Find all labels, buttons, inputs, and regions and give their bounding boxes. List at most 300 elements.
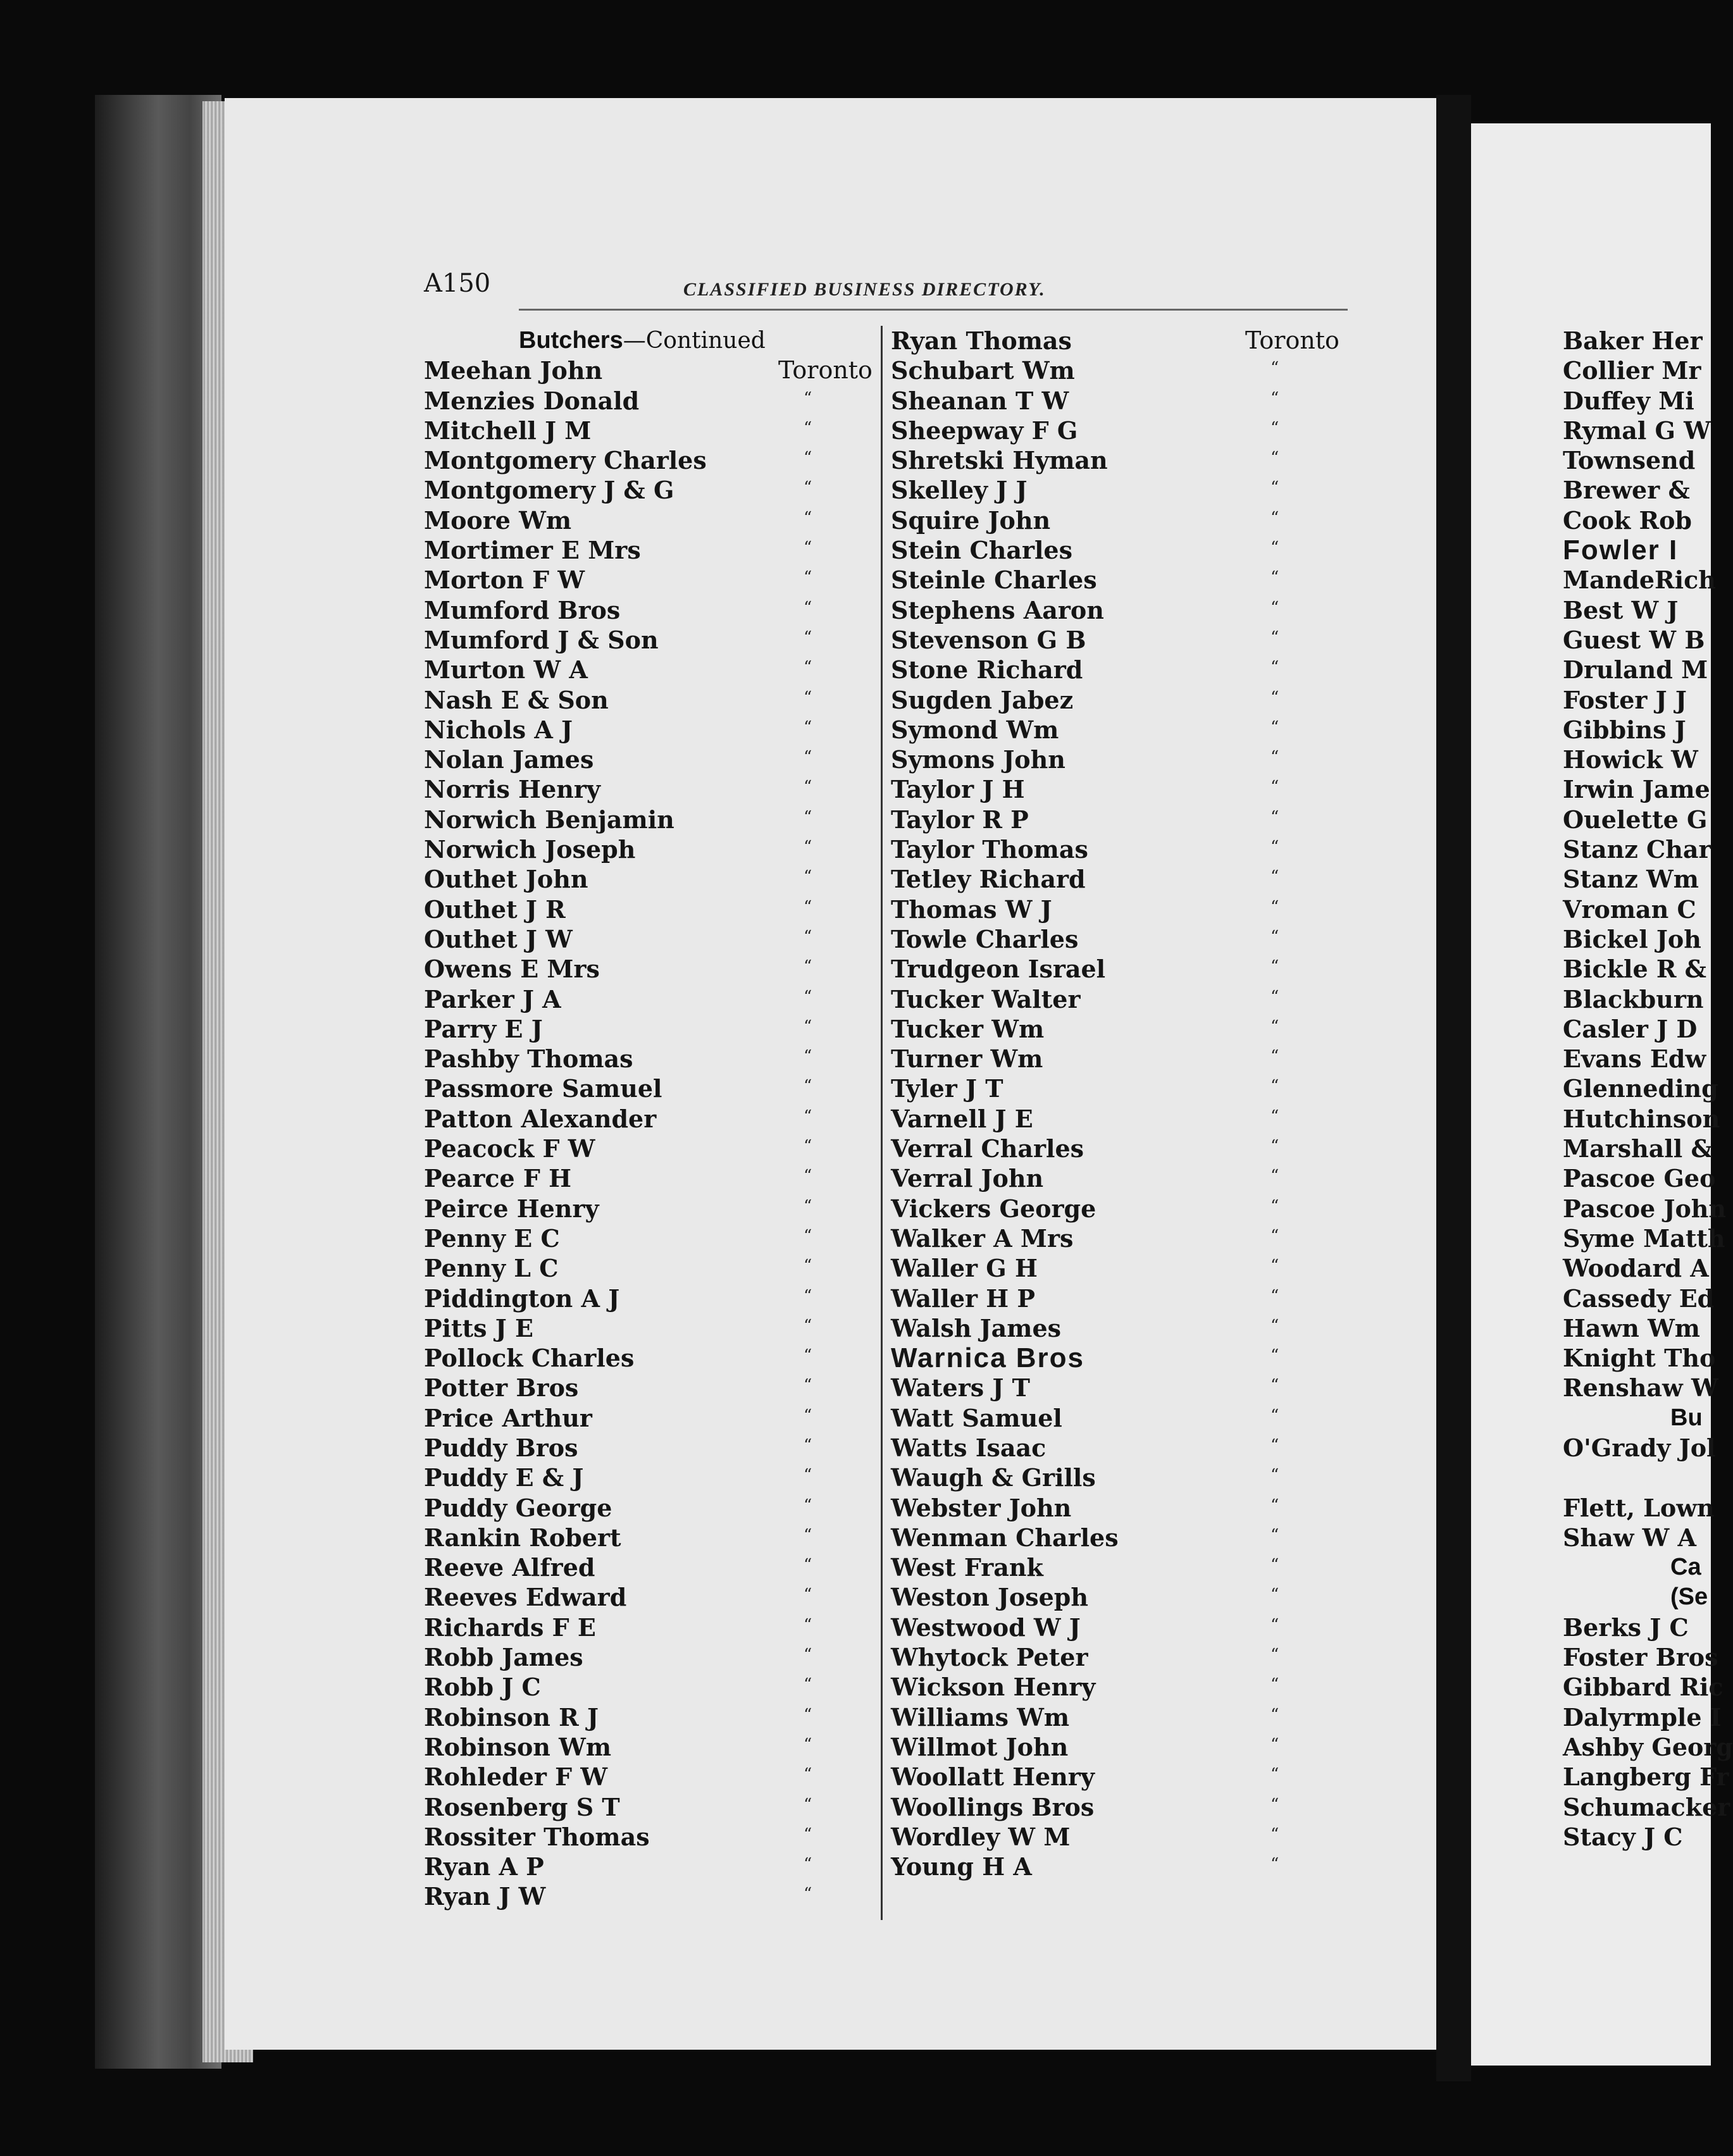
directory-entry bbox=[1563, 595, 1711, 625]
entry-name: Reeves Edward bbox=[424, 1583, 627, 1612]
directory-entry bbox=[399, 1523, 879, 1552]
ditto-mark: “ bbox=[804, 1256, 812, 1276]
ditto-mark: “ bbox=[1270, 1376, 1279, 1396]
entry-name: Peirce Henry bbox=[424, 1194, 599, 1223]
ditto-mark: “ bbox=[804, 748, 812, 767]
entry-name: Puddy George bbox=[424, 1493, 612, 1522]
entry-name: Rosenberg S T bbox=[424, 1792, 620, 1821]
entry-name: Price Arthur bbox=[424, 1403, 592, 1432]
entry-name: Pearce F H bbox=[424, 1164, 572, 1193]
directory-entry bbox=[1563, 1134, 1711, 1163]
entry-name: Verral Charles bbox=[891, 1134, 1084, 1163]
entry-name: Patton Alexander bbox=[424, 1104, 657, 1133]
ditto-mark: “ bbox=[1270, 1316, 1279, 1335]
entry-name: Mortimer E Mrs bbox=[424, 536, 641, 565]
directory-entry bbox=[885, 475, 1359, 505]
entry-name: Williams Wm bbox=[891, 1702, 1070, 1732]
entry-name: Nichols A J bbox=[424, 715, 573, 744]
entry-name: Sheepway F G bbox=[891, 416, 1078, 445]
directory-entry bbox=[1563, 535, 1711, 565]
ditto-mark: “ bbox=[1270, 538, 1279, 558]
entry-name: Wenman Charles bbox=[891, 1523, 1119, 1552]
entry-name: Pitts J E bbox=[424, 1313, 533, 1342]
directory-entry bbox=[399, 745, 879, 774]
ditto-mark: “ bbox=[1270, 568, 1279, 588]
directory-entry bbox=[399, 984, 879, 1014]
ditto-mark: “ bbox=[1270, 1645, 1279, 1665]
entry-name: Hutchinson bbox=[1563, 1104, 1720, 1133]
directory-entry bbox=[1563, 1074, 1718, 1103]
directory-entry bbox=[1563, 1493, 1715, 1523]
directory-entry bbox=[885, 1463, 1359, 1492]
ditto-mark: “ bbox=[1270, 867, 1279, 887]
entry-name: Brewer & bbox=[1563, 476, 1690, 505]
entry-name: Renshaw W bbox=[1563, 1373, 1718, 1403]
directory-entry bbox=[399, 1194, 879, 1224]
directory-entry bbox=[1563, 984, 1711, 1014]
directory-entry bbox=[399, 356, 879, 385]
ditto-mark: “ bbox=[804, 987, 812, 1007]
directory-entry bbox=[885, 1493, 1359, 1523]
entry-name: Webster John bbox=[891, 1493, 1072, 1522]
ditto-mark: “ bbox=[804, 1406, 812, 1425]
ditto-mark: “ bbox=[1270, 1466, 1279, 1485]
entry-name: Potter Bros bbox=[424, 1373, 579, 1403]
directory-entry bbox=[885, 1343, 1359, 1373]
directory-entry bbox=[885, 1792, 1359, 1822]
ditto-mark: “ bbox=[1270, 1256, 1279, 1276]
ditto-mark: “ bbox=[1270, 1106, 1279, 1126]
entry-name: Woollings Bros bbox=[891, 1792, 1095, 1821]
directory-entry bbox=[1563, 625, 1711, 655]
entry-name: Waller H P bbox=[891, 1284, 1035, 1313]
entry-name: Woodard A bbox=[1563, 1254, 1709, 1283]
entry-name: Pollock Charles bbox=[424, 1344, 635, 1373]
directory-entry bbox=[1563, 1104, 1720, 1134]
ditto-mark: “ bbox=[804, 1615, 812, 1635]
directory-entry bbox=[399, 1284, 879, 1313]
ditto-mark: “ bbox=[1270, 449, 1279, 468]
entry-name: Young H A bbox=[891, 1852, 1032, 1881]
entry-name: Ashby Georg bbox=[1563, 1732, 1733, 1761]
directory-entry bbox=[885, 1642, 1359, 1672]
section-heading: Ca bbox=[1670, 1554, 1701, 1581]
entry-name: Steinle Charles bbox=[891, 566, 1097, 595]
directory-entry bbox=[399, 864, 879, 894]
entry-name: Tucker Wm bbox=[891, 1014, 1045, 1043]
directory-entry bbox=[885, 1104, 1359, 1134]
entry-name: Parker J A bbox=[424, 984, 561, 1013]
directory-entry bbox=[885, 535, 1359, 565]
directory-entry bbox=[399, 1253, 879, 1283]
entry-name: Waugh & Grills bbox=[891, 1463, 1096, 1492]
entry-name: Willmot John bbox=[891, 1732, 1069, 1761]
directory-entry bbox=[885, 1732, 1359, 1762]
directory-entry bbox=[885, 834, 1359, 864]
ditto-mark: “ bbox=[804, 1525, 812, 1545]
directory-entry bbox=[1563, 1732, 1733, 1762]
ditto-mark: “ bbox=[1270, 778, 1279, 797]
ditto-mark: “ bbox=[804, 1466, 812, 1485]
entry-name: Richards F E bbox=[424, 1613, 596, 1642]
directory-entry bbox=[885, 1284, 1359, 1313]
section-heading: (Se bbox=[1670, 1583, 1708, 1611]
ditto-mark: “ bbox=[1270, 1077, 1279, 1096]
section-heading: Bu bbox=[1670, 1404, 1703, 1431]
directory-entry bbox=[885, 685, 1359, 715]
directory-entry bbox=[1563, 1762, 1729, 1792]
directory-entry bbox=[399, 655, 879, 685]
directory-entry bbox=[885, 715, 1359, 745]
ditto-mark: “ bbox=[804, 717, 812, 737]
ditto-mark: “ bbox=[804, 418, 812, 438]
entry-name: Baker Her bbox=[1563, 326, 1703, 355]
ditto-mark: “ bbox=[804, 807, 812, 827]
entry-name: Mitchell J M bbox=[424, 416, 592, 445]
ditto-mark: “ bbox=[804, 1675, 812, 1695]
entry-name: Towle Charles bbox=[891, 924, 1079, 953]
entry-name: Foster J J bbox=[1563, 685, 1687, 714]
directory-entry bbox=[1563, 1613, 1711, 1642]
entry-name: Squire John bbox=[891, 505, 1051, 535]
entry-name: Outhet John bbox=[424, 865, 588, 894]
section-continued: —Continued bbox=[623, 328, 766, 354]
directory-entry bbox=[885, 745, 1359, 774]
entry-name: Ryan Thomas bbox=[891, 326, 1072, 355]
ditto-mark: “ bbox=[804, 1196, 812, 1216]
ditto-mark: “ bbox=[804, 1376, 812, 1396]
ditto-mark: “ bbox=[804, 1286, 812, 1306]
entry-name: Taylor Thomas bbox=[891, 835, 1088, 864]
entry-name: Knight Tho bbox=[1563, 1344, 1716, 1373]
directory-entry bbox=[399, 1313, 879, 1343]
ditto-mark: “ bbox=[1270, 1556, 1279, 1575]
entry-name: Syme Matth bbox=[1563, 1224, 1725, 1253]
entry-name: Whytock Peter bbox=[891, 1643, 1088, 1672]
entry-name: Tucker Walter bbox=[891, 984, 1081, 1013]
directory-entry bbox=[399, 1104, 879, 1134]
ditto-mark: “ bbox=[804, 658, 812, 678]
directory-entry bbox=[1563, 1373, 1718, 1403]
entry-name: Montgomery Charles bbox=[424, 446, 707, 475]
ditto-mark: “ bbox=[804, 897, 812, 917]
ditto-mark: “ bbox=[804, 538, 812, 558]
ditto-mark: “ bbox=[804, 1346, 812, 1366]
directory-entry bbox=[399, 1224, 879, 1253]
entry-name: Pascoe Geo bbox=[1563, 1164, 1716, 1193]
directory-entry bbox=[1563, 326, 1711, 356]
directory-entry bbox=[1563, 1163, 1716, 1193]
entry-name: Watt Samuel bbox=[891, 1403, 1062, 1432]
directory-entry bbox=[399, 1074, 879, 1103]
entry-name: Vroman C bbox=[1563, 895, 1696, 924]
directory-entry bbox=[885, 445, 1359, 475]
ditto-mark: “ bbox=[1270, 688, 1279, 707]
entry-name: Fowler I bbox=[1563, 535, 1679, 566]
directory-entry bbox=[399, 1822, 879, 1852]
ditto-mark: “ bbox=[1270, 1017, 1279, 1036]
directory-entry bbox=[399, 685, 879, 715]
entry-name: Collier Mr bbox=[1563, 356, 1701, 385]
directory-entry bbox=[885, 386, 1359, 416]
ditto-mark: “ bbox=[1270, 1406, 1279, 1425]
entry-name: Stanz Char bbox=[1563, 835, 1711, 864]
entry-name: Shretski Hyman bbox=[891, 446, 1108, 475]
entry-name: Outhet J R bbox=[424, 895, 566, 924]
ditto-mark: “ bbox=[1270, 1047, 1279, 1067]
directory-entry bbox=[1563, 924, 1711, 954]
directory-entry bbox=[1563, 774, 1711, 804]
ditto-mark: “ bbox=[804, 867, 812, 887]
entry-name: Taylor J H bbox=[891, 775, 1025, 804]
ditto-mark: “ bbox=[1270, 598, 1279, 617]
ditto-mark: “ bbox=[804, 1106, 812, 1126]
ditto-mark: “ bbox=[804, 508, 812, 528]
directory-entry bbox=[399, 895, 879, 924]
directory-entry bbox=[1563, 864, 1711, 894]
header-rule bbox=[519, 309, 1348, 311]
entry-name: Rymal G W bbox=[1563, 416, 1711, 445]
entry-name: Stanz Wm bbox=[1563, 865, 1699, 894]
entry-name: Norwich Joseph bbox=[424, 835, 636, 864]
ditto-mark: “ bbox=[1270, 1346, 1279, 1366]
entry-name: Waters J T bbox=[891, 1373, 1030, 1403]
entry-name: Rohleder F W bbox=[424, 1763, 608, 1792]
directory-entry bbox=[399, 1672, 879, 1702]
ditto-mark: “ bbox=[804, 778, 812, 797]
ditto-mark: “ bbox=[804, 1556, 812, 1575]
directory-entry bbox=[885, 1044, 1359, 1074]
entry-name: Bickle R & bbox=[1563, 955, 1706, 984]
entry-name: Penny L C bbox=[424, 1254, 559, 1283]
book-gutter bbox=[1436, 95, 1471, 2081]
entry-name: Guest W B bbox=[1563, 625, 1705, 654]
entry-name: Berks J C bbox=[1563, 1613, 1689, 1642]
spacer bbox=[1563, 1463, 1711, 1492]
entry-name: Norwich Benjamin bbox=[424, 805, 674, 834]
directory-entry bbox=[399, 924, 879, 954]
ditto-mark: “ bbox=[1270, 1765, 1279, 1785]
entry-name: Schubart Wm bbox=[891, 356, 1075, 385]
ditto-mark: “ bbox=[1270, 508, 1279, 528]
entry-name: Robb James bbox=[424, 1643, 583, 1672]
entry-name: Sugden Jabez bbox=[891, 685, 1074, 714]
entry-name: Piddington A J bbox=[424, 1284, 620, 1313]
ditto-mark: “ bbox=[804, 388, 812, 408]
ditto-mark: “ bbox=[804, 1316, 812, 1335]
ditto-mark: “ bbox=[804, 1795, 812, 1814]
directory-entry bbox=[885, 1224, 1359, 1253]
ditto-mark: “ bbox=[804, 957, 812, 977]
directory-entry bbox=[1563, 1523, 1711, 1552]
ditto-mark: “ bbox=[1270, 1496, 1279, 1515]
directory-entry bbox=[885, 1523, 1359, 1552]
ditto-mark: “ bbox=[1270, 1855, 1279, 1874]
ditto-mark: “ bbox=[1270, 1795, 1279, 1814]
directory-entry bbox=[399, 535, 879, 565]
directory-entry bbox=[399, 1582, 879, 1612]
entry-name: Stone Richard bbox=[891, 655, 1083, 685]
directory-entry bbox=[1563, 1194, 1727, 1224]
directory-entry bbox=[885, 1702, 1359, 1732]
directory-entry bbox=[885, 655, 1359, 685]
entry-name: Skelley J J bbox=[891, 476, 1028, 505]
entry-name: Trudgeon Israel bbox=[891, 955, 1106, 984]
entry-name: Robinson Wm bbox=[424, 1732, 612, 1761]
ditto-mark: “ bbox=[804, 1585, 812, 1605]
entry-name: Stephens Aaron bbox=[891, 595, 1104, 624]
directory-entry bbox=[1563, 1642, 1718, 1672]
entry-name: Mumford J & Son bbox=[424, 625, 659, 654]
directory-entry bbox=[399, 505, 879, 535]
directory-entry bbox=[399, 1852, 879, 1881]
directory-entry bbox=[399, 1343, 879, 1373]
entry-name: Ryan J W bbox=[424, 1882, 546, 1911]
directory-entry bbox=[399, 1732, 879, 1762]
ditto-mark: “ bbox=[804, 1645, 812, 1665]
ditto-mark: “ bbox=[804, 449, 812, 468]
ditto-mark: “ bbox=[804, 1047, 812, 1067]
directory-entry bbox=[399, 1702, 879, 1732]
ditto-mark: “ bbox=[804, 598, 812, 617]
entry-name: Stein Charles bbox=[891, 536, 1072, 565]
ditto-mark: “ bbox=[804, 1137, 812, 1156]
ditto-mark: “ bbox=[1270, 1226, 1279, 1246]
entry-name: Casler J D bbox=[1563, 1014, 1698, 1043]
ditto-mark: “ bbox=[804, 688, 812, 707]
ditto-mark: “ bbox=[804, 1167, 812, 1186]
entry-name: Ouelette G bbox=[1563, 805, 1708, 834]
entry-name: Stevenson G B bbox=[891, 625, 1086, 654]
entry-name: Sheanan T W bbox=[891, 386, 1069, 415]
directory-entry bbox=[1563, 1672, 1724, 1702]
directory-entry bbox=[885, 1313, 1359, 1343]
ditto-mark: “ bbox=[1270, 957, 1279, 977]
ditto-mark: “ bbox=[804, 1705, 812, 1725]
entry-name: Reeve Alfred bbox=[424, 1553, 595, 1582]
entry-name: Flett, Lown bbox=[1563, 1493, 1715, 1522]
directory-entry bbox=[1563, 416, 1711, 445]
directory-entry bbox=[885, 984, 1359, 1014]
directory-entry bbox=[399, 1373, 879, 1403]
directory-entry bbox=[1563, 805, 1711, 834]
ditto-mark: “ bbox=[1270, 807, 1279, 827]
ditto-mark: “ bbox=[1270, 1435, 1279, 1455]
ditto-mark: “ bbox=[804, 1825, 812, 1844]
directory-entry bbox=[399, 416, 879, 445]
entry-name: Owens E Mrs bbox=[424, 955, 600, 984]
directory-entry bbox=[1563, 1224, 1725, 1253]
directory-entry bbox=[1563, 1313, 1711, 1343]
directory-entry bbox=[885, 1762, 1359, 1792]
directory-entry bbox=[885, 1253, 1359, 1283]
ditto-mark: “ bbox=[804, 1435, 812, 1455]
directory-column-1 bbox=[399, 326, 879, 1912]
ditto-mark: “ bbox=[804, 1765, 812, 1785]
directory-entry bbox=[399, 1463, 879, 1492]
directory-entry bbox=[885, 326, 1359, 356]
ditto-mark: “ bbox=[1270, 359, 1279, 378]
directory-entry bbox=[1563, 745, 1711, 774]
ditto-mark: “ bbox=[1270, 1137, 1279, 1156]
directory-entry bbox=[885, 774, 1359, 804]
ditto-mark: “ bbox=[1270, 478, 1279, 498]
entry-name: Pashby Thomas bbox=[424, 1044, 633, 1074]
entry-name: Passmore Samuel bbox=[424, 1074, 662, 1103]
entry-name: Menzies Donald bbox=[424, 386, 640, 415]
entry-name: Tyler J T bbox=[891, 1074, 1003, 1103]
directory-entry bbox=[1563, 565, 1716, 595]
directory-entry bbox=[399, 1403, 879, 1433]
directory-entry bbox=[885, 1433, 1359, 1463]
entry-name: Outhet J W bbox=[424, 924, 573, 953]
directory-column-2 bbox=[885, 326, 1359, 1881]
entry-name: Schumacker bbox=[1563, 1792, 1730, 1821]
ditto-mark: “ bbox=[1270, 1196, 1279, 1216]
entry-name: Pascoe John bbox=[1563, 1194, 1727, 1223]
ditto-mark: “ bbox=[1270, 1615, 1279, 1635]
entry-city: Toronto bbox=[778, 356, 873, 385]
entry-name: Montgomery J & G bbox=[424, 476, 674, 505]
ditto-mark: “ bbox=[804, 1226, 812, 1246]
directory-entry bbox=[885, 1014, 1359, 1044]
directory-entry bbox=[885, 1403, 1359, 1433]
entry-name: Murton W A bbox=[424, 655, 588, 685]
entry-name: Marshall & bbox=[1563, 1134, 1713, 1163]
directory-entry bbox=[399, 1014, 879, 1044]
directory-entry bbox=[885, 595, 1359, 625]
directory-entry bbox=[1563, 1702, 1722, 1732]
directory-entry bbox=[885, 1373, 1359, 1403]
directory-entry bbox=[399, 1044, 879, 1074]
entry-name: Westwood W J bbox=[891, 1613, 1081, 1642]
entry-name: Evans Edw bbox=[1563, 1044, 1706, 1074]
ditto-mark: “ bbox=[804, 1077, 812, 1096]
ditto-mark: “ bbox=[1270, 1286, 1279, 1306]
directory-entry bbox=[399, 595, 879, 625]
page-number: A150 bbox=[424, 269, 491, 298]
directory-entry bbox=[885, 924, 1359, 954]
entry-name: MandeRich bbox=[1563, 566, 1716, 595]
entry-name: Glenneding bbox=[1563, 1074, 1718, 1103]
directory-entry bbox=[1563, 1014, 1711, 1044]
entry-name: Norris Henry bbox=[424, 775, 600, 804]
ditto-mark: “ bbox=[1270, 1825, 1279, 1844]
directory-entry bbox=[885, 1134, 1359, 1163]
directory-entry bbox=[1563, 505, 1711, 535]
entry-name: Townsend bbox=[1563, 446, 1696, 475]
directory-entry bbox=[885, 1074, 1359, 1103]
ditto-mark: “ bbox=[804, 1855, 812, 1874]
running-title: CLASSIFIED BUSINESS DIRECTORY. bbox=[683, 279, 1046, 300]
entry-name: Wordley W M bbox=[891, 1822, 1071, 1851]
ditto-mark: “ bbox=[804, 1496, 812, 1515]
ditto-mark: “ bbox=[804, 478, 812, 498]
directory-entry bbox=[885, 356, 1359, 385]
directory-entry bbox=[885, 505, 1359, 535]
entry-name: Druland M bbox=[1563, 655, 1708, 685]
directory-entry bbox=[399, 1613, 879, 1642]
entry-name: Turner Wm bbox=[891, 1044, 1043, 1074]
entry-name: Duffey Mi bbox=[1563, 386, 1694, 415]
directory-entry bbox=[885, 565, 1359, 595]
entry-name: Howick W bbox=[1563, 745, 1698, 774]
ditto-mark: “ bbox=[1270, 1167, 1279, 1186]
directory-entry bbox=[399, 475, 879, 505]
directory-entry bbox=[399, 1762, 879, 1792]
directory-entry bbox=[1563, 445, 1711, 475]
entry-name: Verral John bbox=[891, 1164, 1044, 1193]
